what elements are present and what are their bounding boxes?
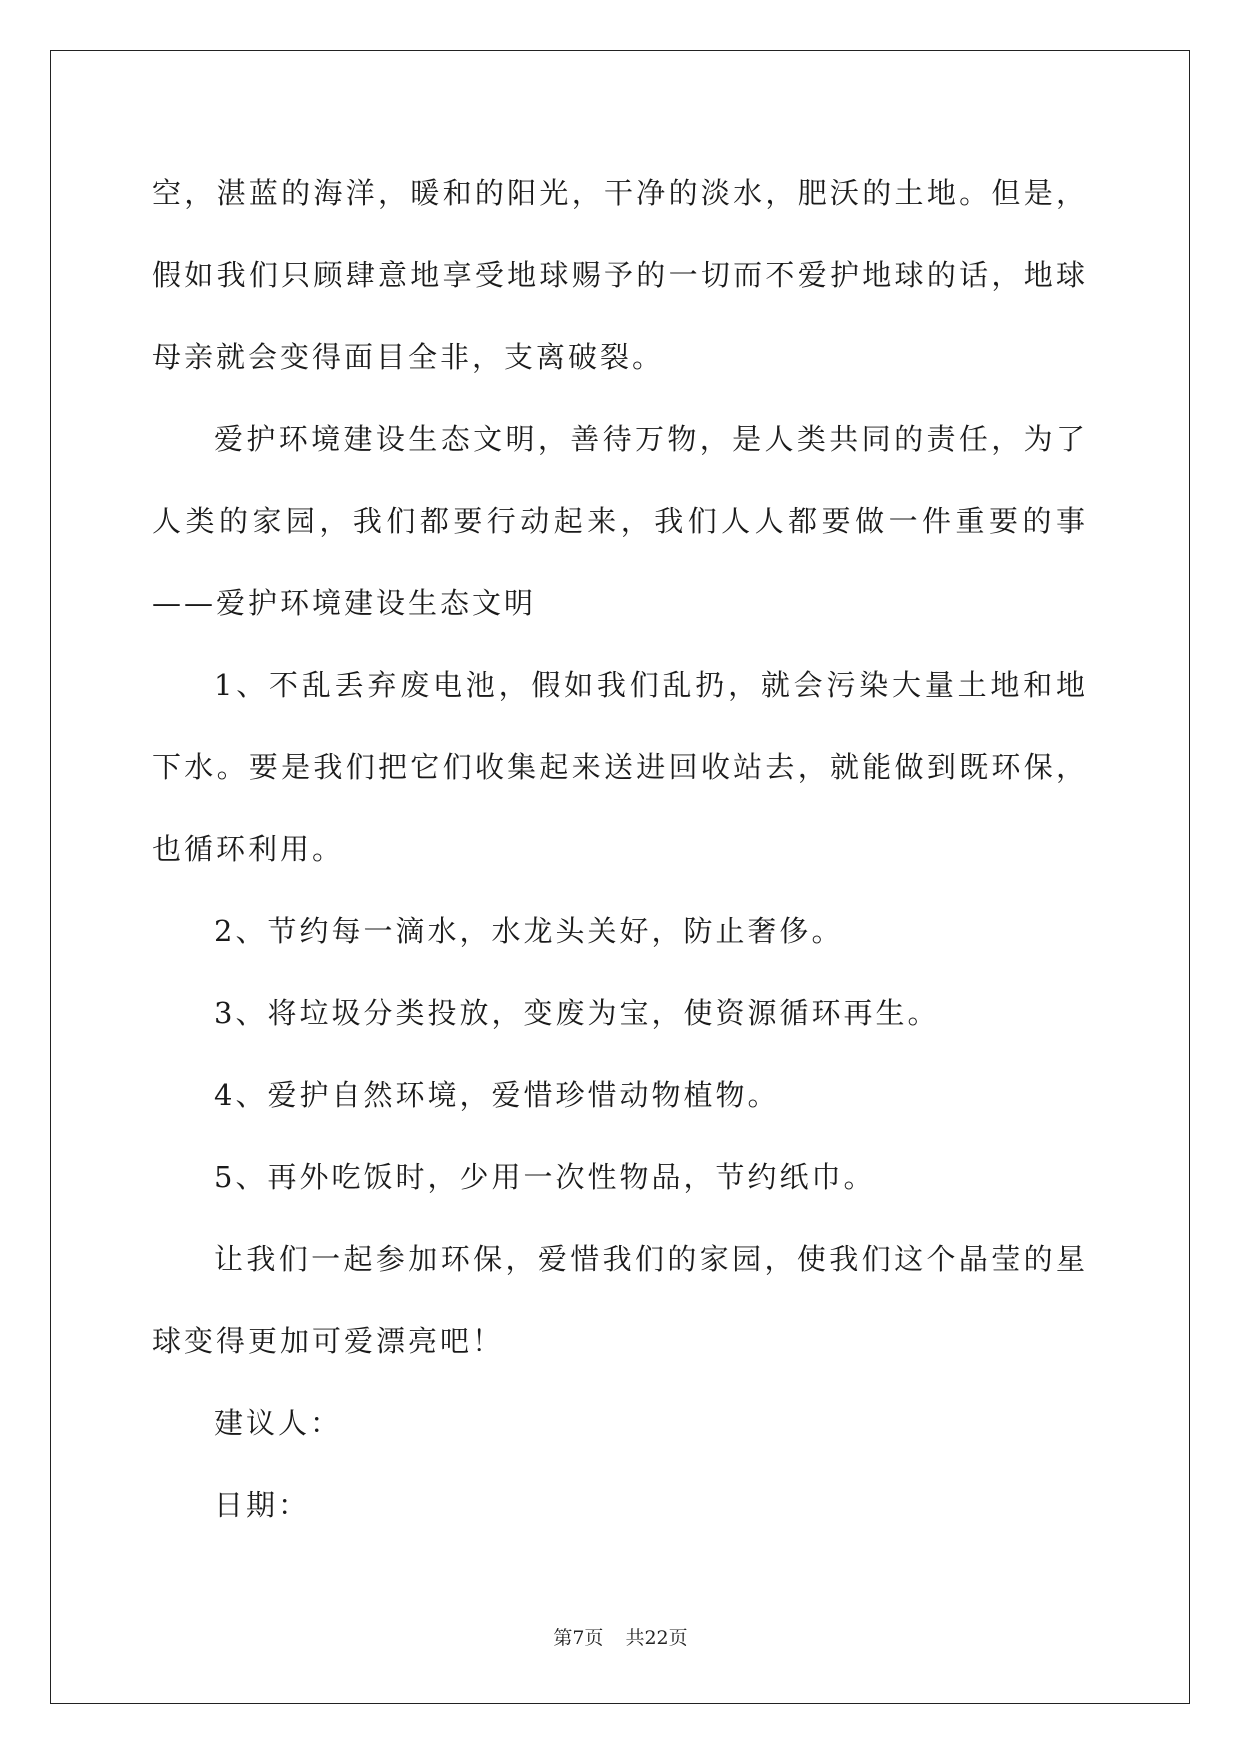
list-item-2: 2、节约每一滴水，水龙头关好，防止奢侈。 xyxy=(214,914,844,948)
current-page-number: 第7页 xyxy=(553,1627,604,1649)
total-page-count: 共22页 xyxy=(625,1627,688,1649)
date-label: 日期： xyxy=(214,1488,311,1522)
list-item-1: 1、不乱丢弃废电池，假如我们乱扔，就会污染大量土地和地下水。要是我们把它们收集起来送进回收站去，就能做到既环保，也循环利用。 xyxy=(152,668,1088,866)
list-item-5: 5、再外吃饭时，少用一次性物品，节约纸巾。 xyxy=(214,1160,876,1194)
signer-label: 建议人： xyxy=(214,1406,343,1440)
paragraph-continued: 空，湛蓝的海洋，暖和的阳光，干净的淡水，肥沃的土地。但是，假如我们只顾肆意地享受地球赐予的一切而不爱护地球的话，地球母亲就会变得面目全非，支离破裂。 xyxy=(152,176,1088,374)
page-footer xyxy=(0,1623,1241,1650)
document-body xyxy=(152,152,1088,1546)
paragraph-intro: 爱护环境建设生态文明，善待万物，是人类共同的责任，为了人类的家园，我们都要行动起来，我们人人都要做一件重要的事——爱护环境建设生态文明 xyxy=(152,422,1088,620)
list-item-3: 3、将垃圾分类投放，变废为宝，使资源循环再生。 xyxy=(214,996,940,1030)
paragraph-closing: 让我们一起参加环保，爱惜我们的家园，使我们这个晶莹的星球变得更加可爱漂亮吧！ xyxy=(152,1242,1088,1358)
list-item-4: 4、爱护自然环境，爱惜珍惜动物植物。 xyxy=(214,1078,780,1112)
